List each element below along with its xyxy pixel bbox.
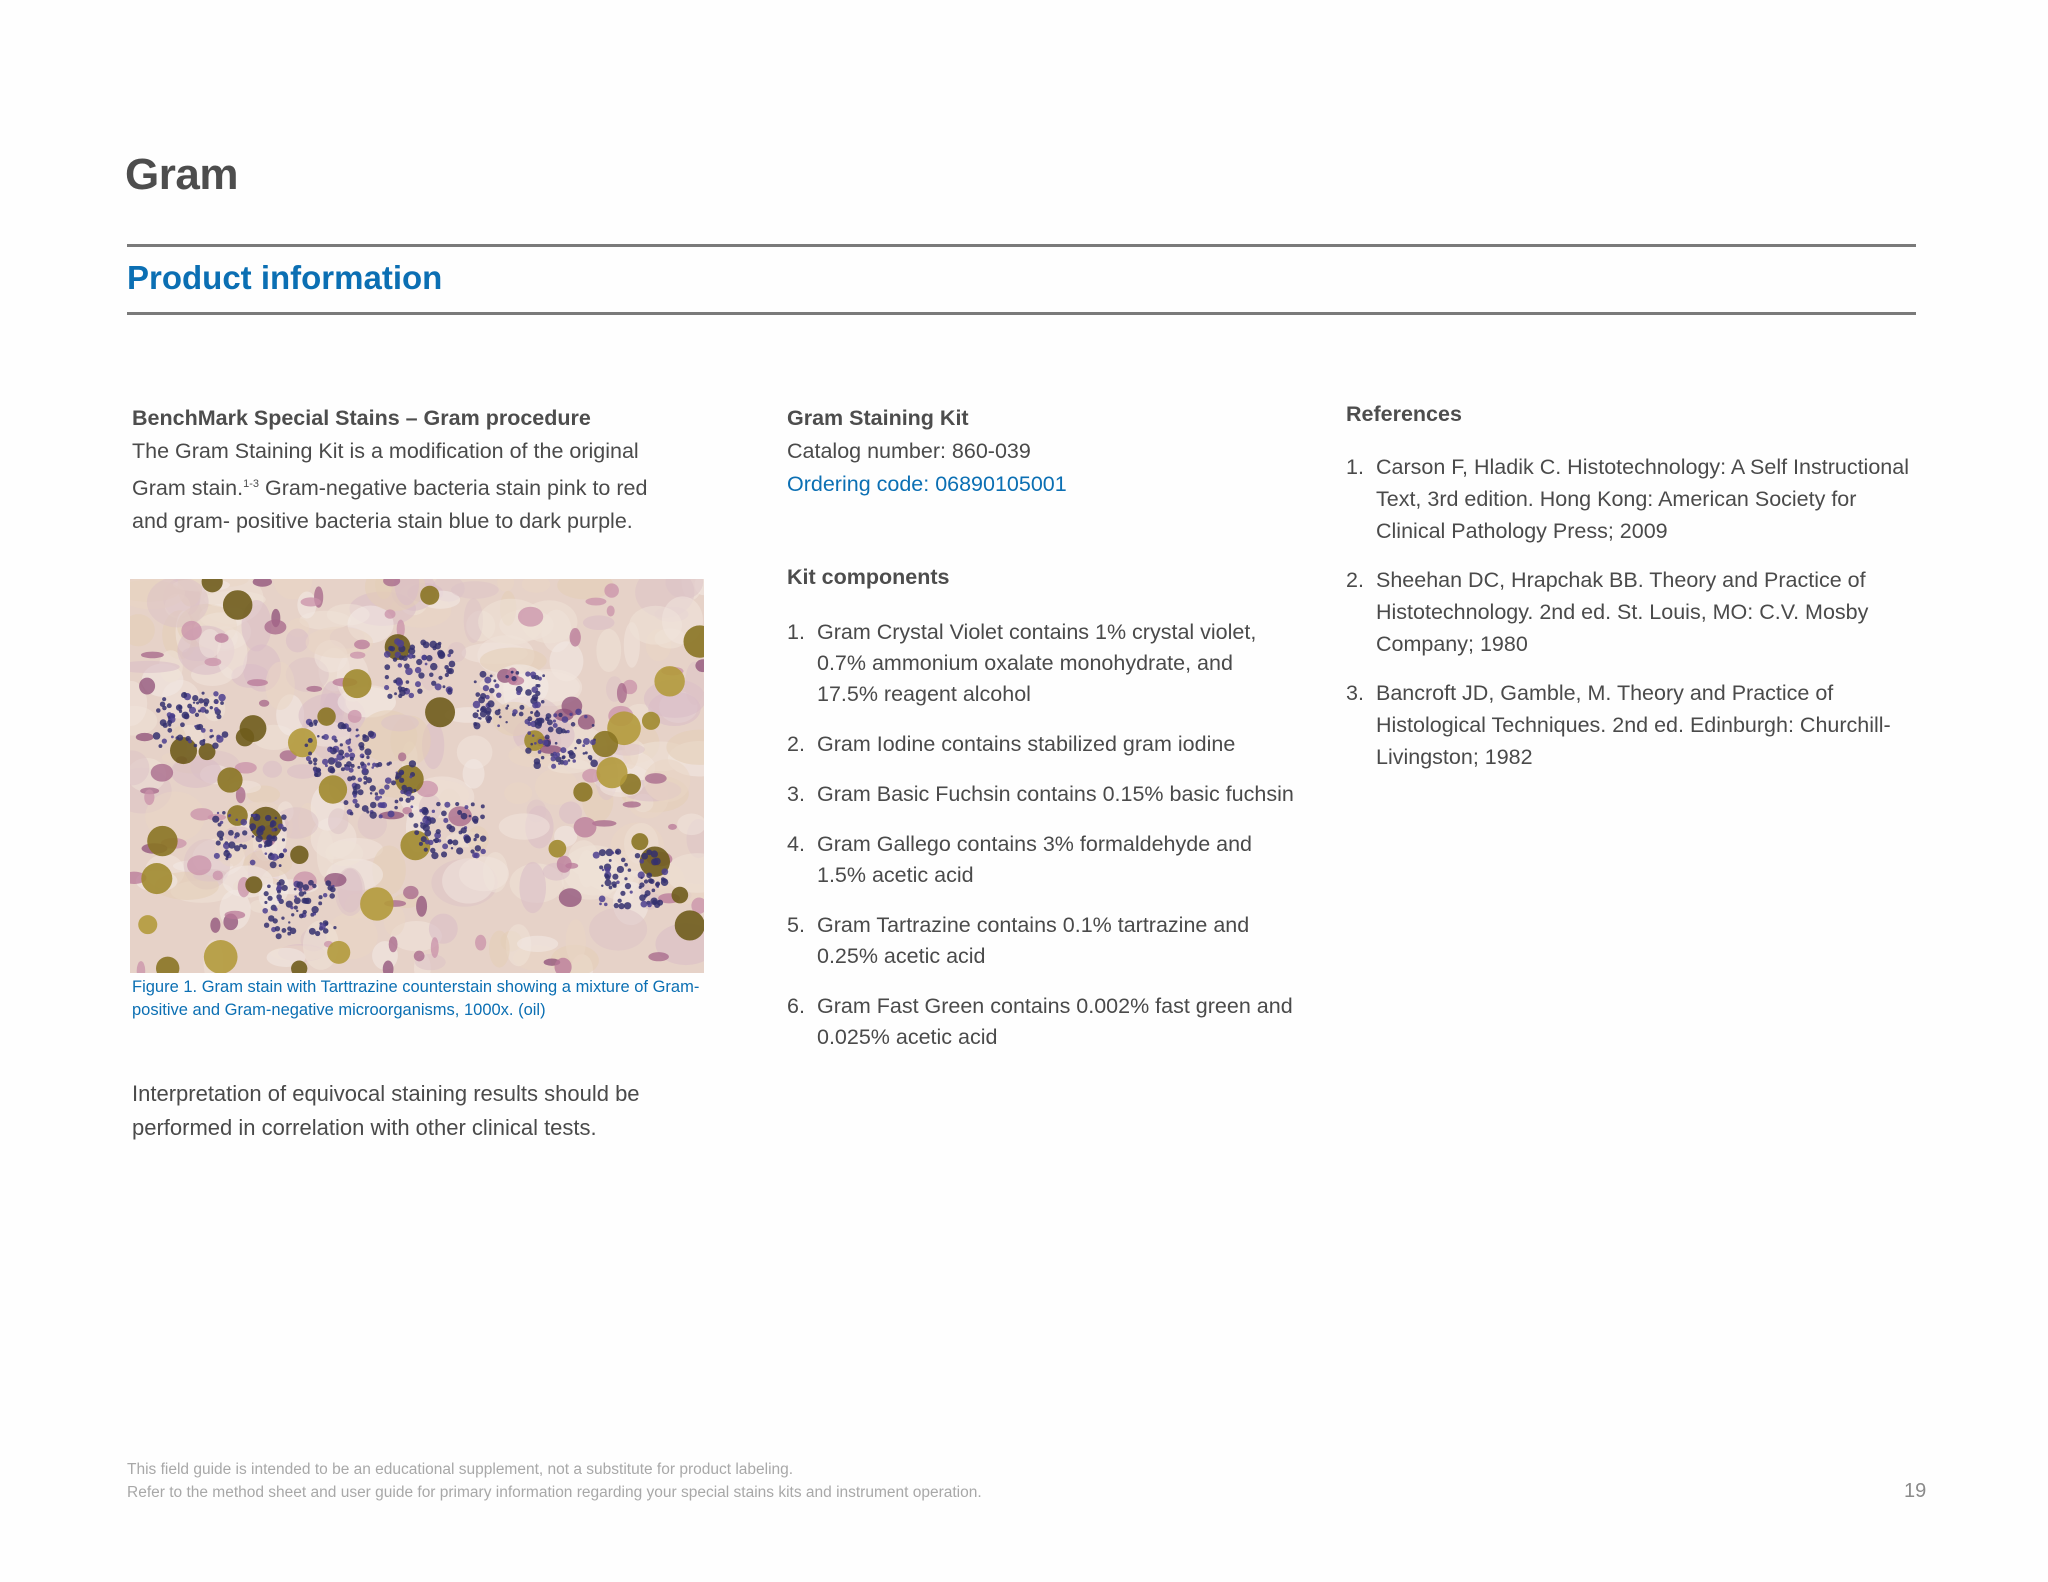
footer-line-1: This field guide is intended to be an educational supplement, not a substitute for product labeling. [127,1461,794,1478]
kit-heading: Gram Staining Kit [787,406,969,430]
list-item [787,910,1297,972]
procedure-block [132,402,672,538]
procedure-description [132,435,672,538]
page-title: Gram [125,150,238,199]
procedure-reference-superscript: 1-3 [243,478,260,490]
list-text: Gram Fast Green contains 0.002% fast green and 0.025% acetic acid [817,994,1293,1049]
references-heading: References [1346,402,1462,426]
reference-item [1346,564,1926,660]
reference-item [1346,677,1926,773]
gram-stain-micrograph [130,579,704,973]
list-number: 3. [787,782,805,806]
page-number: 19 [1904,1480,1927,1502]
list-text: Gram Crystal Violet contains 1% crystal violet, 0.7% ammonium oxalate monohydrate, and 17.5% reagent alcohol [817,620,1257,706]
list-number: 2. [787,732,805,756]
reference-text: Bancroft JD, Gamble, M. Theory and Practice of Histological Techniques. 2nd ed. Edinburgh: Churchill-Livingston; 1982 [1376,681,1891,769]
list-number: 6. [787,994,805,1018]
section-divider [127,312,1916,315]
footer-disclaimer [127,1458,1327,1504]
procedure-text-b: Gram-negative bacteria stain pink to red and gram- positive bacteria stain blue to dark purple. [132,476,648,534]
list-number: 3. [1346,681,1364,705]
list-number: 4. [787,832,805,856]
title-divider [127,244,1916,247]
list-number: 2. [1346,568,1364,592]
list-item [787,779,1297,810]
kit-info-block [787,402,1287,501]
list-text: Gram Gallego contains 3% formaldehyde and 1.5% acetic acid [817,832,1253,887]
list-item [787,617,1297,710]
list-text: Gram Iodine contains stabilized gram iodine [817,732,1236,756]
reference-text: Sheehan DC, Hrapchak BB. Theory and Practice of Histotechnology. 2nd ed. St. Louis, MO: C.V. Mosby Company; 1980 [1376,568,1869,656]
references-list [1346,451,1926,790]
list-text: Gram Tartrazine contains 0.1% tartrazine and 0.25% acetic acid [817,913,1250,968]
list-number: 1. [787,620,805,644]
figure-caption: Figure 1. Gram stain with Tarttrazine counterstain showing a mixture of Gram-positive and Gram-negative microorganisms, 1000x. (oil) [132,978,700,1019]
procedure-heading: BenchMark Special Stains – Gram procedure [132,406,591,430]
reference-item [1346,451,1926,547]
footer-line-2: Refer to the method sheet and user guide for primary information regarding your special stains kits and instrument operation. [127,1484,982,1501]
catalog-number: Catalog number: 860-039 [787,439,1031,463]
list-item [787,729,1297,760]
list-number: 1. [1346,455,1364,479]
reference-text: Carson F, Hladik C. Histotechnology: A Self Instructional Text, 3rd edition. Hong Kong: American Society for Clinical Pathology Press; 2009 [1376,455,1909,543]
section-title: Product information [127,259,443,296]
ordering-code: Ordering code: 06890105001 [787,472,1067,496]
list-text: Gram Basic Fuchsin contains 0.15% basic fuchsin [817,782,1294,806]
interpretation-note: Interpretation of equivocal staining results should be performed in correlation with other clinical tests. [132,1081,640,1140]
kit-components-heading: Kit components [787,565,950,589]
list-item [787,991,1297,1053]
list-item [787,829,1297,891]
list-number: 5. [787,913,805,937]
kit-components-list [787,617,1297,1072]
procedure-text-a: The Gram Staining Kit is a modification of the original Gram stain. [132,439,639,501]
